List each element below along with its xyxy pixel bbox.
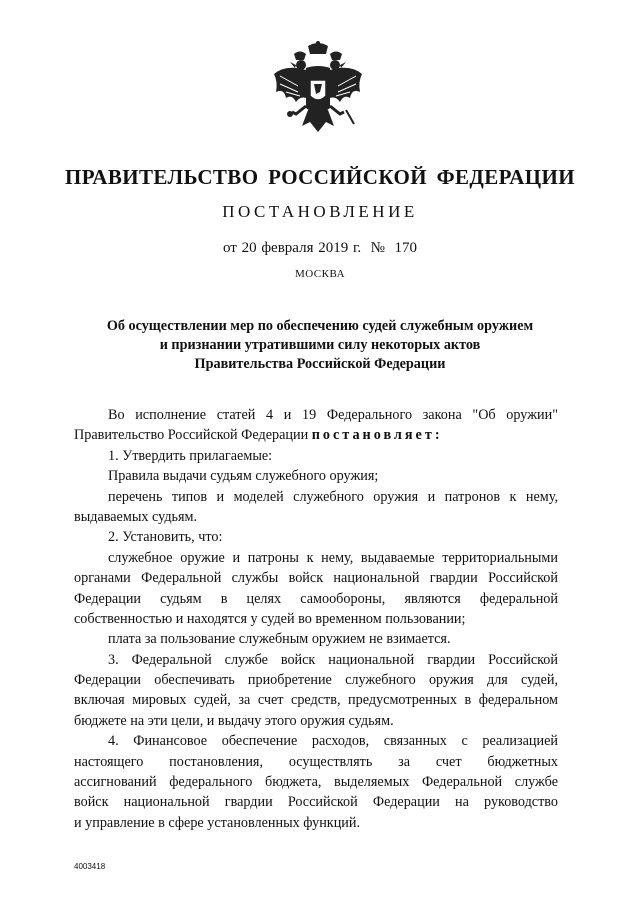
- russian-coat-of-arms-icon: [268, 40, 368, 144]
- body-line: Федерации обеспечивать приобретение служебного оружия для судей,: [74, 672, 558, 689]
- government-title: ПРАВИТЕЛЬСТВО РОССИЙСКОЙ ФЕДЕРАЦИИ: [65, 165, 575, 189]
- body-line: служебное оружие и патроны к нему, выдаваемые территориальными: [108, 549, 558, 566]
- body-line: 4. Финансовое обеспечение расходов, связанных с реализацией: [108, 733, 558, 750]
- body-line: [74, 425, 558, 445]
- body-text: Правительство Российской Федерации: [74, 427, 312, 444]
- document-heading: [60, 317, 580, 374]
- document-city: МОСКВА: [294, 268, 346, 280]
- document-code: 4003418: [74, 862, 106, 871]
- body-line: 3. Федеральной службе войск национальной гвардии Российской: [108, 651, 558, 668]
- heading-line: Об осуществлении мер по обеспечению судей служебным оружием: [106, 318, 534, 334]
- heading-line: и признании утратившими силу некоторых актов: [159, 337, 481, 353]
- body-line: 1. Утвердить прилагаемые:: [108, 447, 273, 464]
- body-line: 2. Установить, что:: [108, 529, 223, 546]
- resolves-word: постановляет:: [311, 427, 443, 444]
- body-line: войск национальной гвардии Российской Федерации на руководство: [74, 794, 558, 811]
- body-line: перечень типов и моделей служебного оружия и патронов к нему,: [108, 488, 558, 505]
- body-line: Правила выдачи судьям служебного оружия;: [108, 468, 379, 485]
- document-type: ПОСТАНОВЛЕНИЕ: [222, 202, 418, 221]
- body-line: плата за пользование служебным оружием не взимается.: [108, 631, 451, 648]
- body-line: включая мировых судей, за счет средств, предусмотренных в федеральном: [74, 692, 558, 709]
- body-line: Федерации судьям в целях самообороны, являются федеральной: [74, 590, 558, 607]
- body-line: настоящего постановления, осуществлять за счет бюджетных: [74, 753, 558, 770]
- body-line: ассигнований федерального бюджета, выделяемых Федеральной службе: [74, 774, 558, 791]
- document-date-number: от 20 февраля 2019 г. № 170: [222, 240, 417, 256]
- body-line: выдаваемых судьям.: [74, 508, 198, 525]
- body-line: бюджете на эти цели, и выдачу этого оружия судьям.: [74, 712, 394, 729]
- document-body: [74, 405, 558, 833]
- body-line: собственностью и находятся у судей во временном пользовании;: [74, 610, 466, 627]
- body-line: Во исполнение статей 4 и 19 Федерального закона "Об оружии": [108, 407, 558, 423]
- heading-line: Правительства Российской Федерации: [194, 356, 446, 372]
- body-line: и управление в сфере установленных функций.: [74, 814, 361, 831]
- body-line: органами Федеральной службы войск национальной гвардии Российской: [74, 570, 558, 587]
